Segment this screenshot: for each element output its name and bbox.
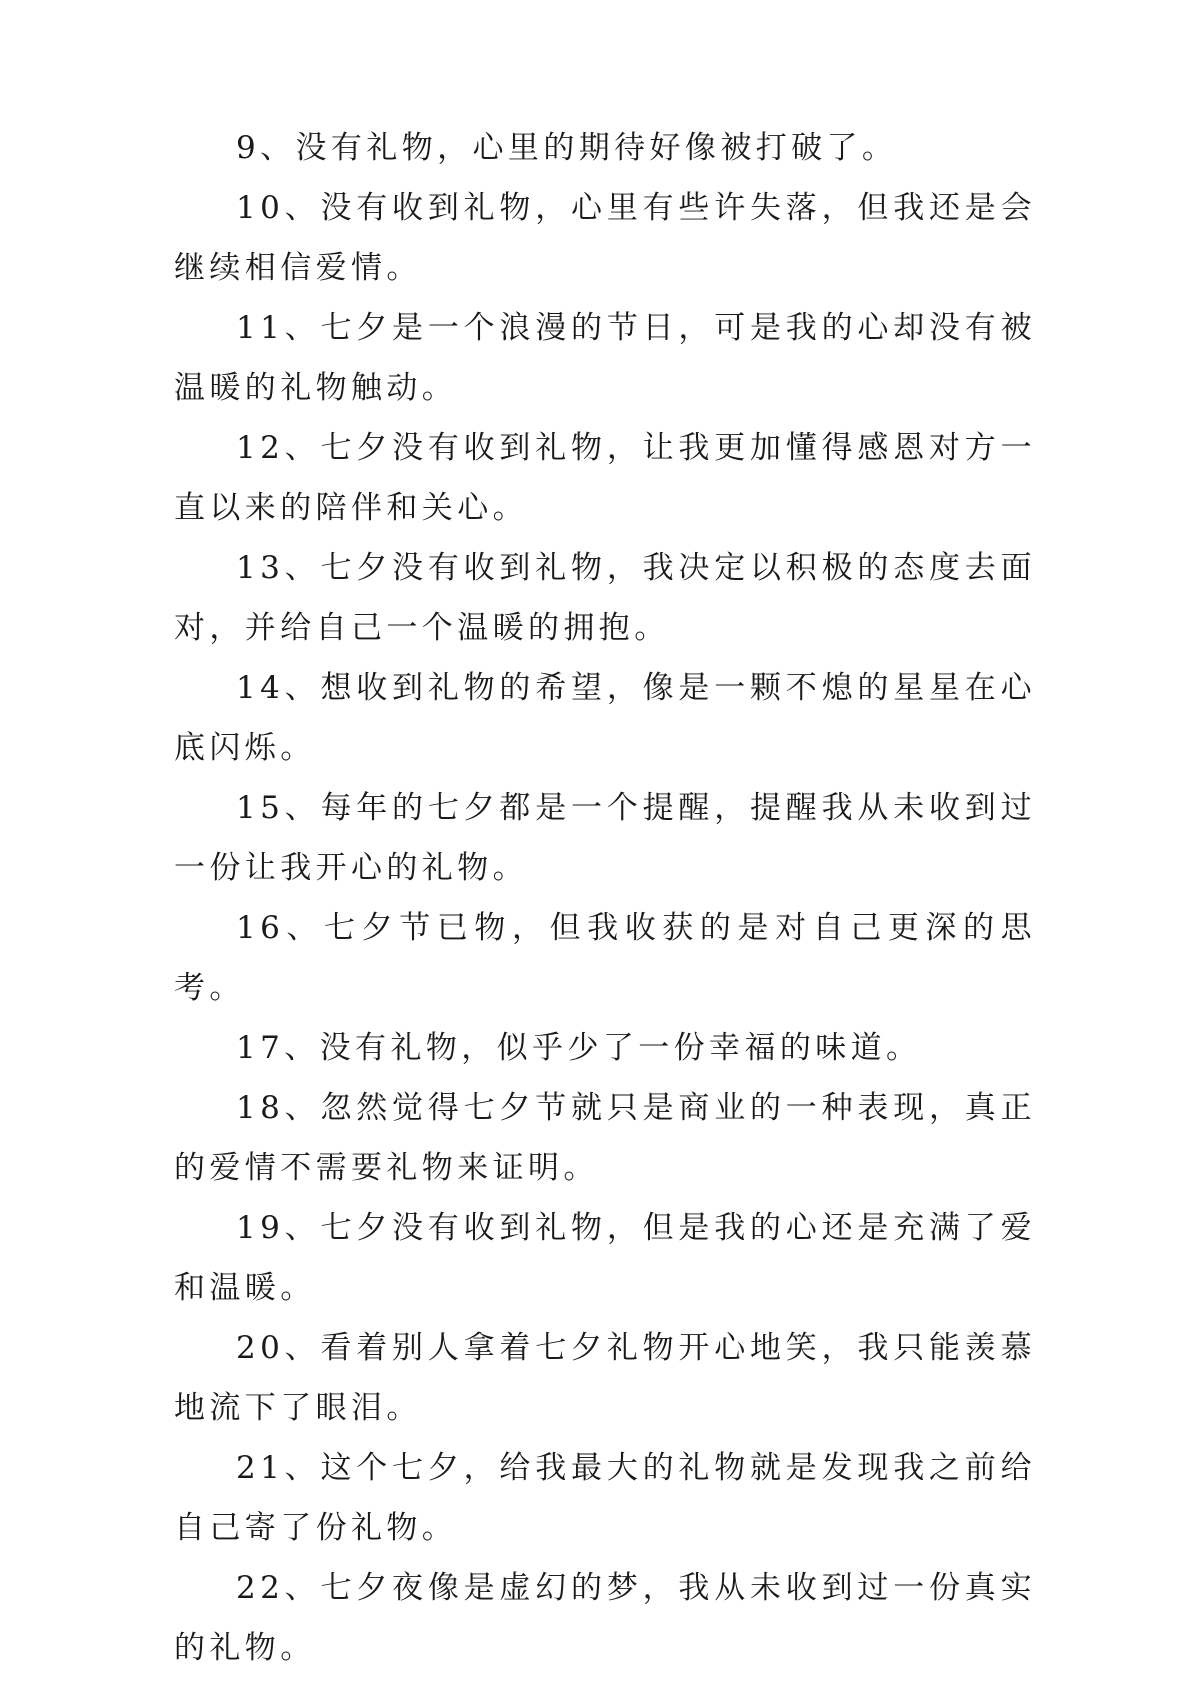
paragraph-22: 22、七夕夜像是虚幻的梦，我从未收到过一份真实的礼物。 — [174, 1570, 1036, 1666]
paragraph-13: 13、七夕没有收到礼物，我决定以积极的态度去面对，并给自己一个温暖的拥抱。 — [174, 550, 1036, 646]
paragraph-9: 9、没有礼物，心里的期待好像被打破了。 — [236, 130, 898, 166]
paragraph-10: 10、没有收到礼物，心里有些许失落，但我还是会继续相信爱情。 — [174, 190, 1036, 286]
paragraph-14: 14、想收到礼物的希望，像是一颗不熄的星星在心底闪烁。 — [174, 670, 1036, 766]
paragraph-19: 19、七夕没有收到礼物，但是我的心还是充满了爱和温暖。 — [174, 1210, 1036, 1306]
paragraph-15: 15、每年的七夕都是一个提醒，提醒我从未收到过一份让我开心的礼物。 — [174, 790, 1036, 886]
document-body — [174, 118, 1036, 1678]
paragraph-16: 16、七夕节已物，但我收获的是对自己更深的思考。 — [174, 910, 1036, 1006]
paragraph-11: 11、七夕是一个浪漫的节日，可是我的心却没有被温暖的礼物触动。 — [174, 310, 1036, 406]
paragraph-12: 12、七夕没有收到礼物，让我更加懂得感恩对方一直以来的陪伴和关心。 — [174, 430, 1036, 526]
paragraph-21: 21、这个七夕，给我最大的礼物就是发现我之前给自己寄了份礼物。 — [174, 1450, 1036, 1546]
paragraph-17: 17、没有礼物，似乎少了一份幸福的味道。 — [236, 1030, 922, 1066]
paragraph-20: 20、看着别人拿着七夕礼物开心地笑，我只能羡慕地流下了眼泪。 — [174, 1330, 1036, 1426]
paragraph-18: 18、忽然觉得七夕节就只是商业的一种表现，真正的爱情不需要礼物来证明。 — [174, 1090, 1036, 1186]
